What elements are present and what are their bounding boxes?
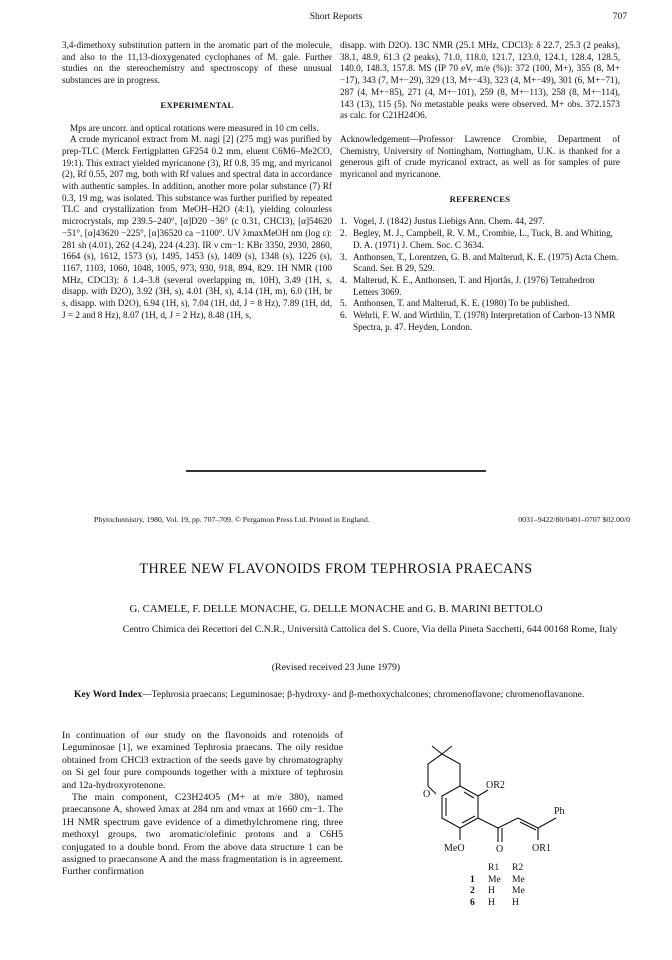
right-paragraph-1: disapp. with D2O). 13C NMR (25.1 MHz, CDCl3): δ 22.7, 25.3 (2 peaks), 38.1, 48.9, 61.3 (2 peaks), 71.0, 118.0, 121.7, 123.0, 124.1, 128.4, 128.5, 140.0, 148.3, 157.8. MS (IP 70 eV, m/e (%)): 372 (100, M+), 355 (8, M+−17), 343 (7, M+−29), 329 (13, M+−43), 323 (4, M+−49), 301 (6, M+−71), 287 (4, M+−85), 271 (4, M+−101), 259 (8, M+−113), 258 (8, M+−114), 143 (13), 115 (5). No metastable peaks were observed. M+ obs. 372.1573 as calc. for C21H24O6. <box>340 40 620 121</box>
running-header <box>0 12 672 26</box>
substituent-header-row: R1 R2 <box>488 862 524 873</box>
reference-list <box>340 216 620 333</box>
carbonyl-oxygen-label: O <box>496 844 504 855</box>
left-paragraph-1: 3,4-dimethoxy substitution pattern in the aromatic part of the molecule, and also to the 11,13-dioxygenated cyclophanes of M. gale. Further studies on the stereochemistry and spectroscopy of these unusual substances are in progress. <box>62 40 332 86</box>
chain-bond <box>498 818 518 828</box>
or2-label: OR2 <box>486 780 505 791</box>
references-heading: REFERENCES <box>449 193 511 204</box>
substituent-row: 2 H Me <box>470 885 525 896</box>
section-divider <box>186 470 486 472</box>
revised-date: (Revised received 23 June 1979) <box>271 662 401 673</box>
article-affiliation: Centro Chimica dei Recettori del C.N.R., Università Cattolica del S. Cuore, Via della Pineta Sacchetti, 644 00168 Rome, Italy <box>122 624 618 635</box>
methoxy-label: MeO <box>444 843 465 854</box>
left-paragraph-3: A crude myricanol extract from M. nagi [2] (275 mg) was purified by prep-TLC (Merck Fertigplatten GF254 0.2 mm, eluent C6M6–Me2CO, 19:1). This extract yielded myricanone (3), Rf 0.8, 35 mg, and myricanol (2), Rf 0.55, 207 mg, both with Rf values and spectral data in accordance with authentic samples. In addition, another more polar substance (7) Rf 0.3, 19 mg, was isolated. This substance was further purified by repeated TLC and crystallization from MeOH–H2O (4:1), yielding colourless microcrystals, mp 239.5–240°, [α]D20 −36° (c 0.31, CHCl3), [α]54620 −51°, [α]43620 −225°, [α]36520 ca −1100°. UV λmaxMeOH nm (log ε): 281 sh (4.01), 262 (4.24), 224 (4.23). IR ν cm−1: KBr 3350, 2930, 2860, 1664 (s), 1612, 1573 (s), 1495, 1453 (s), 1409 (s), 1348 (s), 1226 (s), 1167, 1103, 1060, 1048, 1005, 973, 930, 918, 894, 829. 1H NMR (100 MHz, CDCl3): δ 1.4–3.8 (several overlapping m, 10H), 3.49 (1H, s, disapp. with D2O), 3.92 (3H, s), 4.01 (3H, s), 4.14 (1H, m), 6.0 (1H, br s, disapp. with D2O), 6.94 (1H, s), 7.04 (1H, dd, J = 8 Hz), 7.89 (1H, dd, J = 2 and 8 Hz), 8.07 (1H, d, J = 2 Hz), 8.48 (1H, s, <box>62 134 332 320</box>
reference-item: 4. Malterud, K. E., Anthonsen, T. and Hjortås, J. (1976) Tetrahedron Letters 3069. <box>340 274 595 297</box>
reference-item: 2. Begley, M. J., Campbell, R. V. M., Crombie, L., Tuck, B. and Whiting, D. A. (1971) J. Chem. Soc. C 3634. <box>340 228 613 250</box>
substituent-row: 1 Me Me <box>470 873 525 885</box>
substituent-row: 6 H H <box>470 896 519 908</box>
right-column <box>340 40 620 333</box>
chromene-ring <box>442 754 460 786</box>
key-word-index <box>74 689 609 701</box>
methyl-bond <box>432 746 442 754</box>
intro-paragraph-1: In continuation of our study on the flavonoids and rotenoids of Leguminosae [1], we examined Tephrosia praecans. The oily residue obtained from CHCl3 extraction of the seeds gave by chromatography on Si gel four pure compounds together with a mixture of tephrosin and 12a-hydroxyrotenone. <box>62 730 343 791</box>
benzene-double-bond <box>462 816 475 823</box>
chain-bond <box>478 818 498 828</box>
reference-item: 6. Wehrli, F. W. and Wirthlin, T. (1978) Interpretation of Carbon-13 NMR Spectra, p. 47. Heyden, London. <box>340 310 616 332</box>
left-paragraph-2: Mps are uncorr. and optical rotations were measured in 10 cm cells. <box>70 122 319 133</box>
key-word-text: —Tephrosia praecans; Leguminosae; β-hydroxy- and β-methoxychalcones; chromenoflavone; chromenoflavanone. <box>142 689 585 700</box>
benzene-ring <box>442 786 478 828</box>
reference-item: 5. Anthonsen, T. and Malterud, K. E. (1980) To be published. <box>340 298 570 309</box>
reference-item: 1. Vogel, J. (1842) Justus Liebigs Ann. Chem. 44, 297. <box>340 216 545 227</box>
ph-bond <box>538 818 556 828</box>
left-column <box>62 40 332 321</box>
experimental-heading: EXPERIMENTAL <box>160 99 234 110</box>
or1-label: OR1 <box>532 843 551 854</box>
phenyl-label: Ph <box>554 806 565 817</box>
acknowledgement: Acknowledgement—Professor Lawrence Crombie, Department of Chemistry, University of Nottingham, Nottingham, U.K. is thanked for a generous gift of crude myricanol extract, as well as for samples of pure myricanol and myricanone. <box>340 133 620 180</box>
substituent-table <box>470 862 536 908</box>
ring-oxygen-label: O <box>423 789 431 800</box>
chromene-ring <box>428 754 442 786</box>
intro-paragraph-2: The main component, C23H24O5 (M+ at m/e 380), named praecansone A, showed λmax at 284 nm and νmax at 1660 cm−1. The 1H NMR spectrum gave evidence of a dimethylchromene ring, three methoxyl groups, two aromatic/olefinic protons and a C6H5 conjugated to a double bond. From the above data structure 1 can be assigned to praecansone A and the mass fragmentation is in agreement. Further confirmation <box>62 792 343 878</box>
introduction <box>62 730 343 879</box>
article-title: THREE NEW FLAVONOIDS FROM TEPHROSIA PRAECANS <box>139 561 533 577</box>
key-word-label: Key Word Index <box>74 689 143 700</box>
page-number: 707 <box>612 12 627 22</box>
journal-section-title: Short Reports <box>309 12 363 22</box>
reference-item: 3. Anthonsen, T., Lorentzen, G. B. and Malterud, K. E. (1975) Acta Chem. Scand. Ser. B 29, 529. <box>340 251 619 274</box>
citation-code: 0031–9422/80/0401–0707 $02.00/0 <box>518 515 630 524</box>
citation-journal: Phytochemistry, 1980, Vol. 19, pp. 707–709. © Pergamon Press Ltd. Printed in England. <box>94 515 370 524</box>
article-authors: G. CAMELE, F. DELLE MONACHE, G. DELLE MONACHE and G. B. MARINI BETTOLO <box>129 603 543 615</box>
methyl-bond <box>442 746 452 754</box>
